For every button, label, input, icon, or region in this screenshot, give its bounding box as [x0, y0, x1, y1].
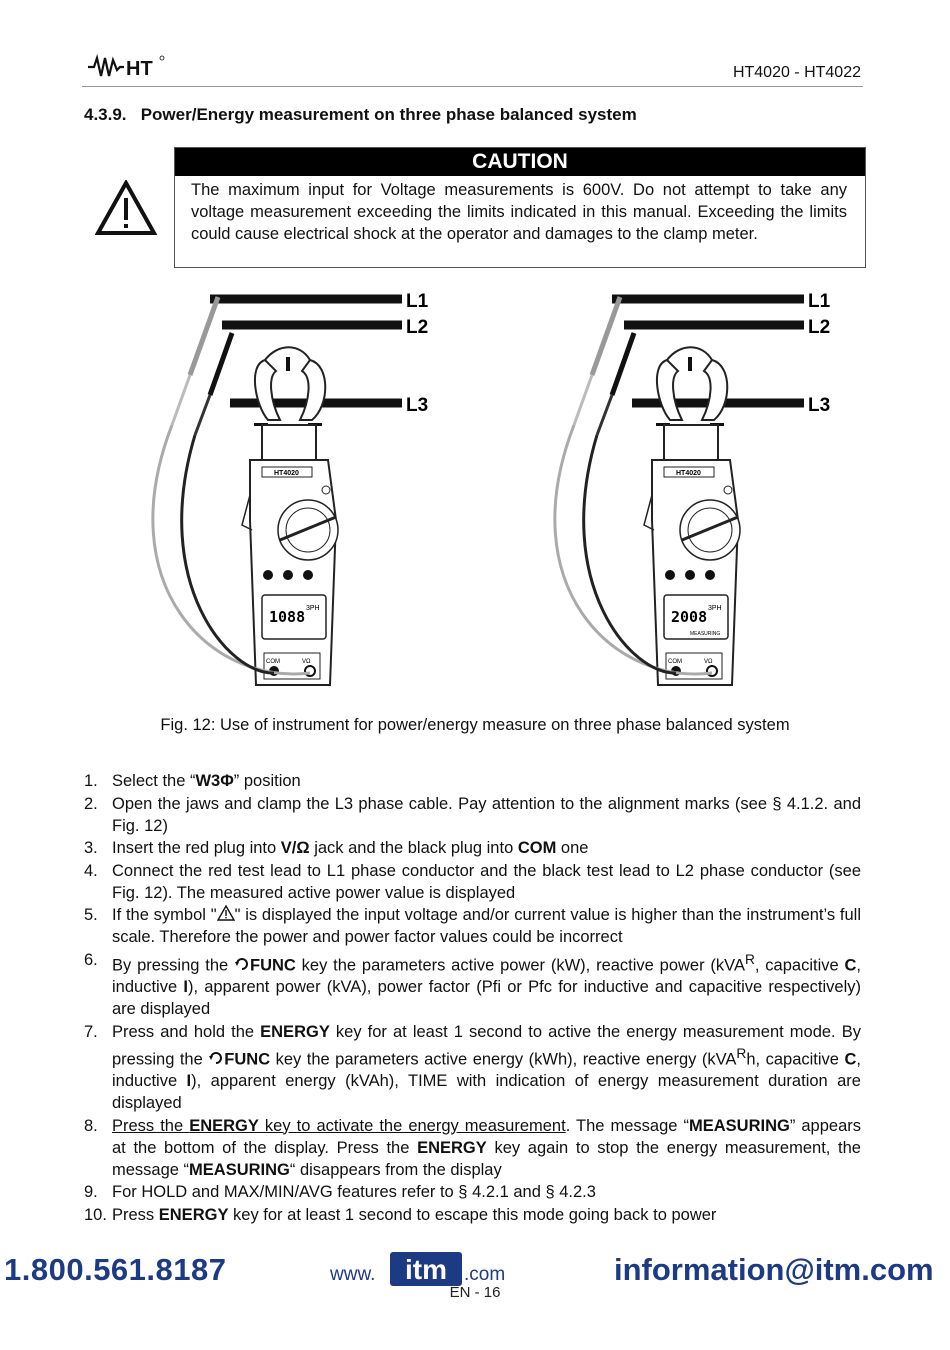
figure-three-phase	[150, 285, 850, 705]
list-item: 7. Press and hold the ENERGY key for at least 1 second to active the energy measurement mode. By pressing the FUNC key the parameters active energy (kWh), reactive energy (kVA$^R$h, capacitive C, inductive I), apparent energy (kVAh), TIME with indication of energy measurement duration are displayed	[84, 1022, 861, 1112]
footer-email[interactable]: information@itm.com	[614, 1252, 934, 1287]
itm-logo[interactable]	[390, 1252, 462, 1286]
svg-text:L2: L2	[808, 317, 831, 338]
list-item: 10. Press ENERGY key for at least 1 second to escape this mode going back to power	[84, 1205, 717, 1224]
right-scene	[555, 291, 831, 685]
svg-text:HT4020: HT4020	[676, 470, 701, 477]
list-item: 9. For HOLD and MAX/MIN/AVG features refer to § 4.2.1 and § 4.2.3	[84, 1183, 596, 1201]
svg-text:3PH: 3PH	[708, 605, 722, 612]
svg-text:itm: itm	[405, 1254, 447, 1285]
left-scene	[153, 291, 429, 685]
list-item: 5. If the symbol " " is displayed the input voltage and/or current value is higher than the instrument’s full scale. Therefore the power and power factor values could be incorrect	[84, 906, 861, 946]
list-item: 1. Select the “W3Φ” position	[84, 772, 301, 790]
caution-box	[174, 147, 866, 268]
list-item: 6. By pressing the FUNC key the parameters active power (kW), reactive power (kVA$^R$, capacitive C, inductive I), apparent power (kVA), power factor (Pfi or Pfc for inductive and capacitive respectively) are displayed	[84, 950, 861, 1018]
header-rule	[82, 86, 863, 87]
right-display-value: 2008	[671, 608, 708, 626]
svg-text:COM: COM	[668, 659, 682, 665]
section-heading: 4.3.9. Power/Energy measurement on three phase balanced system	[84, 105, 637, 124]
phase-label-l2: L2	[406, 317, 429, 338]
svg-text:VΩ: VΩ	[704, 659, 713, 665]
svg-text:L1: L1	[808, 291, 831, 312]
warning-icon	[95, 180, 157, 236]
warning-icon	[217, 905, 235, 921]
phase-label-l1: L1	[406, 291, 429, 312]
list-item: 8. Press the ENERGY key to activate the energy measurement. The message “MEASURING” appears at the bottom of the display. Press the ENERGY key again to stop the energy measurement, the message “MEASURING“ disappears from the display	[84, 1116, 861, 1179]
procedure-steps	[84, 770, 861, 1226]
phase-label-l3: L3	[406, 395, 429, 416]
footer-dotcom[interactable]: .com	[464, 1264, 506, 1285]
left-display-value: 1088	[269, 608, 306, 626]
list-item: 4. Connect the red test lead to L1 phase conductor and the black test lead to L2 phase conductor (see Fig. 12). The measured active power value is displayed	[84, 861, 861, 902]
list-item: 3. Insert the red plug into V/Ω jack and the black plug into COM one	[84, 839, 589, 857]
svg-text:COM: COM	[266, 659, 280, 665]
caution-title: CAUTION	[175, 148, 865, 176]
func-key-icon	[208, 1050, 224, 1066]
logo-text: HT	[126, 58, 153, 80]
ht-logo	[86, 52, 166, 82]
figure-caption: Fig. 12: Use of instrument for power/energy measure on three phase balanced system	[160, 716, 790, 734]
footer-www[interactable]: www.	[330, 1264, 376, 1285]
svg-text:L3: L3	[808, 395, 831, 416]
list-item: 2. Open the jaws and clamp the L3 phase cable. Pay attention to the alignment marks (see § 4.1.2. and Fig. 12)	[84, 794, 861, 835]
page-number: EN - 16	[449, 1284, 501, 1301]
svg-text:VΩ: VΩ	[302, 659, 311, 665]
caution-text: The maximum input for Voltage measurements is 600V. Do not attempt to take any voltage measurement exceeding the limits indicated in this manual. Exceeding the limits could cause electrical shock at the operator and damages to the clamp meter.	[191, 181, 847, 243]
footer-phone[interactable]: 1.800.561.8187	[4, 1252, 227, 1287]
svg-text:MEASURING: MEASURING	[690, 631, 721, 637]
svg-text:HT4020: HT4020	[274, 470, 299, 477]
func-key-icon	[234, 956, 250, 972]
model-header: HT4020 - HT4022	[732, 64, 861, 81]
svg-text:3PH: 3PH	[306, 605, 320, 612]
